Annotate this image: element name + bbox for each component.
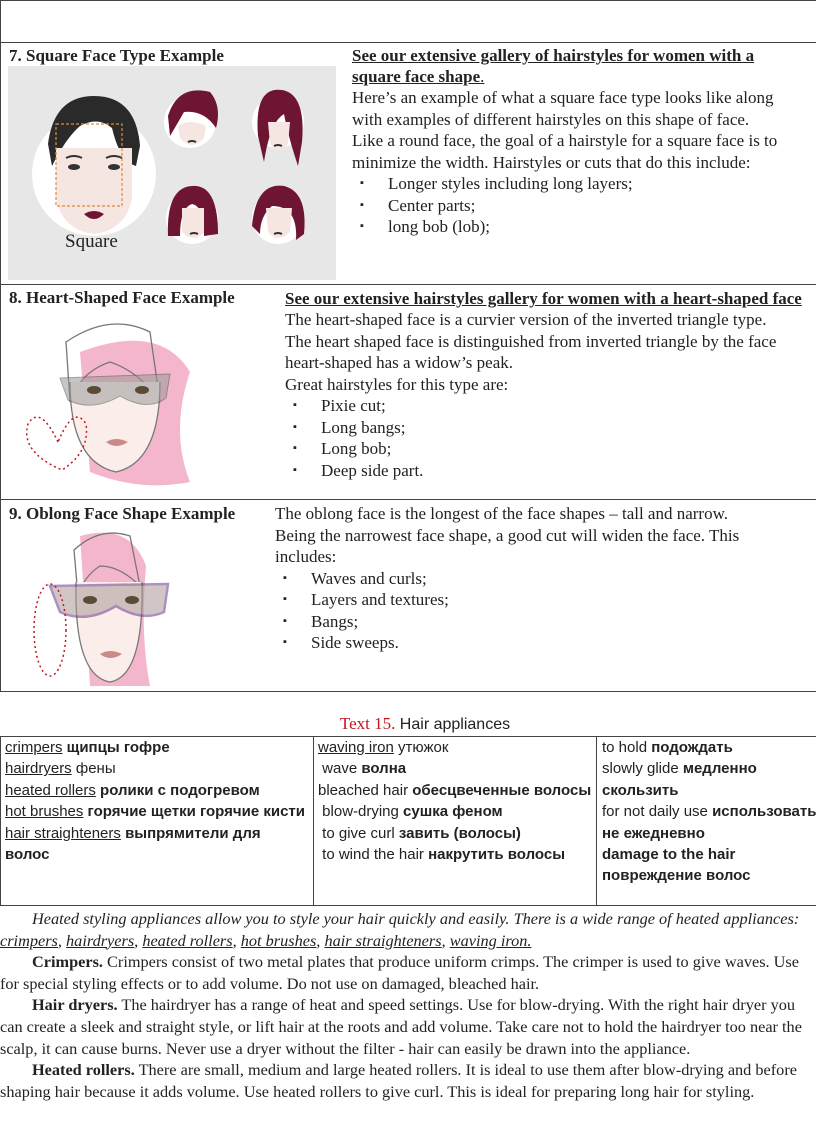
oblong-line-1: The oblong face is the longest of the face shapes – tall and narrow.	[275, 504, 729, 523]
heart-line-3: heart-shaped has a widow’s peak.	[285, 353, 514, 372]
square-gallery-link[interactable]: See our extensive gallery of hairstyles for women with a square face shape	[352, 46, 755, 86]
list-item: ▪ Waves and curls;	[275, 568, 816, 590]
heart-line-1: The heart-shaped face is a curvier version of the inverted triangle type.	[285, 310, 767, 329]
row-divider-8	[0, 284, 816, 285]
text-number: Text 15.	[339, 714, 396, 733]
oblong-line-3: includes:	[275, 547, 337, 566]
square-text: See our extensive gallery of hairstyles for women with a square face shape. Here’s an example of what a square face type looks like along with examples of different hairstyles on this shape of face. Like a round face, the goal of a hairstyle for a square face is to minimize the width. Hairstyles or cuts that do this include: ▪ Longer styles including long layers; ▪ Center parts; ▪ long bob (lob);	[352, 45, 816, 238]
heart-gallery-link[interactable]: See our extensive hairstyles gallery for women with a heart-shaped face	[285, 289, 802, 308]
intro-paragraph: Heated styling appliances allow you to style your hair quickly and easily. There is a wide range of heated appliances: crimpers, hairdryers, heated rollers, hot brushes, hair straighteners, waving iron.	[0, 909, 800, 950]
hairstyle-thumb-4	[252, 186, 305, 244]
list-item: ▪ Bangs;	[275, 611, 816, 633]
row-divider-9	[0, 499, 816, 500]
list-item: ▪ Side sweeps.	[275, 632, 816, 654]
crimpers-paragraph: Crimpers. Crimpers consist of two metal plates that produce uniform crimps. The crimper is used to give waves. Use for special styling effects or to add volume. Do not use on damaged, bleached hair.	[0, 952, 799, 993]
vocab-col-divider-1	[313, 736, 314, 906]
vocab-col-3: to hold подождать slowly glide медленно скользить for not daily use использовать не ежедневно damage to the hair повреждение волос	[602, 739, 816, 885]
list-item: ▪ long bob (lob);	[352, 216, 816, 238]
heart-heading: 8. Heart-Shaped Face Example	[9, 288, 235, 307]
list-item: ▪ Deep side part.	[285, 460, 816, 482]
square-line-3: Like a round face, the goal of a hairstyle for a square face is to	[352, 131, 778, 150]
text-title: Hair appliances	[395, 716, 511, 733]
square-line-1: Here’s an example of what a square face type looks like along	[352, 88, 774, 107]
square-bullets	[352, 173, 816, 238]
square-line-4: minimize the width. Hairstyles or cuts that do this include:	[352, 152, 751, 172]
square-caption: Square	[65, 231, 118, 252]
heart-line-2: The heart shaped face is distinguished from inverted triangle by the face	[285, 331, 777, 351]
heart-face-image	[20, 312, 270, 496]
hairstyle-thumb-1	[164, 90, 218, 148]
list-item: ▪ Long bob;	[285, 438, 816, 460]
list-item: ▪ Layers and textures;	[275, 589, 816, 611]
row-divider-7	[0, 42, 816, 43]
oblong-text	[275, 503, 816, 654]
oblong-line-2: Being the narrowest face shape, a good cut will widen the face. This	[275, 525, 740, 545]
hairstyle-thumb-3	[166, 186, 218, 244]
oblong-heading: 9. Oblong Face Shape Example	[9, 504, 236, 523]
body-text	[0, 908, 816, 1102]
square-heading: 7. Square Face Type Example	[9, 46, 224, 65]
oblong-bullets	[275, 568, 816, 654]
list-item: ▪ Long bangs;	[285, 417, 816, 439]
vocab-title	[0, 714, 816, 734]
list-item: ▪ Center parts;	[352, 195, 816, 217]
heart-line-4: Great hairstyles for this type are:	[285, 374, 509, 394]
vocab-col-2: waving iron утюжок wave волна bleached hair обесцвеченные волосы blow-drying сушка феном to give curl завить (волосы) to wind the hair накрутить волосы	[318, 739, 592, 864]
list-item: ▪ Pixie cut;	[285, 395, 816, 417]
list-item: ▪ Longer styles including long layers;	[352, 173, 816, 195]
square-line-2: with examples of different hairstyles on this shape of face.	[352, 109, 750, 129]
rollers-paragraph: Heated rollers. There are small, medium and large heated rollers. It is ideal to use them after blow-drying and before shaping hair because it adds volume. Use heated rollers to give curl. This is ideal for preparing long hair for styling.	[0, 1060, 797, 1101]
vocab-col-divider-2	[596, 736, 597, 906]
square-face-image	[8, 66, 336, 280]
heart-bullets	[285, 395, 816, 481]
hairstyle-thumb-2	[252, 90, 304, 166]
dryers-paragraph: Hair dryers. The hairdryer has a range of heat and speed settings. Use for blow-drying. With the right hair dryer you can create a sleek and straight style, or lift hair at the roots and add volume. Take care not to hold the hairdryer too near the scalp, it can cause burns. Never use a dryer without the filter - hair can easily be drawn into the appliance.	[0, 995, 802, 1058]
oblong-face-image	[20, 526, 260, 690]
vocab-col-1: crimpers щипцы гофре hairdryers фены heated rollers ролики с подогревом hot brushes горячие щетки горячие кисти hair straighteners выпрямители для волос	[5, 739, 305, 864]
heart-text	[285, 288, 816, 481]
